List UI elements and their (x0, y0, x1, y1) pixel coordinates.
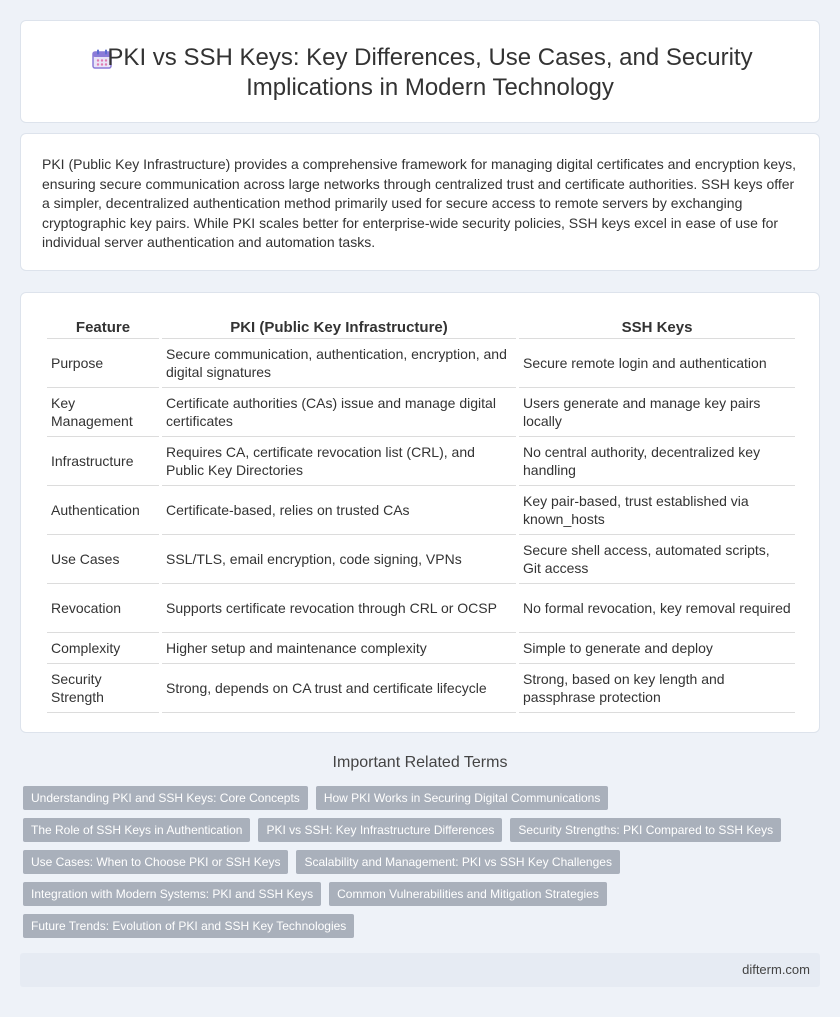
ssh-cell: Secure remote login and authentication (519, 339, 795, 388)
table-row (47, 633, 795, 664)
comparison-table (44, 313, 798, 713)
related-term-tag[interactable]: The Role of SSH Keys in Authentication (23, 818, 250, 842)
table-row (47, 388, 795, 437)
header-pki: PKI (Public Key Infrastructure) (162, 313, 516, 339)
feature-cell: Key Management (47, 388, 159, 437)
pki-cell: Strong, depends on CA trust and certificate lifecycle (162, 664, 516, 713)
feature-cell: Use Cases (47, 535, 159, 584)
related-term-tag[interactable]: Use Cases: When to Choose PKI or SSH Keys (23, 850, 288, 874)
pki-cell: Certificate-based, relies on trusted CAs (162, 486, 516, 535)
page-title: PKI vs SSH Keys: Key Differences, Use Cases, and Security Implications in Modern Technology (107, 44, 753, 101)
header-feature: Feature (47, 313, 159, 339)
footer (20, 953, 820, 987)
pki-cell: Certificate authorities (CAs) issue and manage digital certificates (162, 388, 516, 437)
ssh-cell: No central authority, decentralized key handling (519, 437, 795, 486)
ssh-cell: Strong, based on key length and passphrase protection (519, 664, 795, 713)
ssh-cell: Secure shell access, automated scripts, Git access (519, 535, 795, 584)
table-row (47, 486, 795, 535)
ssh-cell: Simple to generate and deploy (519, 633, 795, 664)
header-ssh: SSH Keys (519, 313, 795, 339)
related-terms-list (23, 786, 813, 946)
related-term-tag[interactable]: PKI vs SSH: Key Infrastructure Differences (258, 818, 502, 842)
related-term-tag[interactable]: How PKI Works in Securing Digital Communications (316, 786, 609, 810)
pki-cell: Secure communication, authentication, encryption, and digital signatures (162, 339, 516, 388)
feature-cell: Revocation (47, 584, 159, 633)
feature-cell: Purpose (47, 339, 159, 388)
intro-card (20, 133, 820, 271)
intro-paragraph: PKI (Public Key Infrastructure) provides a comprehensive framework for managing digital certificates and encryption keys, ensuring secure communication across large networks through centralized trust and certificate authorities. SSH keys offer a simpler, decentralized authentication method primarily used for secure access to remote servers by exchanging cryptographic key pairs. While PKI scales better for enterprise-wide security policies, SSH keys excel in ease of use for individual server authentication and automation tasks. (42, 156, 797, 250)
related-term-tag[interactable]: Future Trends: Evolution of PKI and SSH Key Technologies (23, 914, 354, 938)
table-row (47, 339, 795, 388)
related-terms-title: Important Related Terms (332, 754, 508, 771)
pki-cell: SSL/TLS, email encryption, code signing, VPNs (162, 535, 516, 584)
related-term-tag[interactable]: Integration with Modern Systems: PKI and SSH Keys (23, 882, 321, 906)
pki-cell: Higher setup and maintenance complexity (162, 633, 516, 664)
related-term-tag[interactable]: Common Vulnerabilities and Mitigation Strategies (329, 882, 607, 906)
ssh-cell: Users generate and manage key pairs locally (519, 388, 795, 437)
comparison-table-card (20, 292, 820, 733)
related-term-tag[interactable]: Understanding PKI and SSH Keys: Core Concepts (23, 786, 308, 810)
related-term-tag[interactable]: Security Strengths: PKI Compared to SSH Keys (510, 818, 781, 842)
related-term-tag[interactable]: Scalability and Management: PKI vs SSH Key Challenges (296, 850, 620, 874)
feature-cell: Security Strength (47, 664, 159, 713)
footer-site-link[interactable]: difterm.com (742, 962, 810, 977)
pki-cell: Supports certificate revocation through CRL or OCSP (162, 584, 516, 633)
feature-cell: Infrastructure (47, 437, 159, 486)
table-row (47, 437, 795, 486)
pki-cell: Requires CA, certificate revocation list (CRL), and Public Key Directories (162, 437, 516, 486)
table-header-row (47, 313, 795, 339)
table-row (47, 535, 795, 584)
ssh-cell: No formal revocation, key removal required (519, 584, 795, 633)
ssh-cell: Key pair-based, trust established via known_hosts (519, 486, 795, 535)
feature-cell: Authentication (47, 486, 159, 535)
table-row (47, 664, 795, 713)
feature-cell: Complexity (47, 633, 159, 664)
header-card (20, 20, 820, 123)
table-row (47, 584, 795, 633)
